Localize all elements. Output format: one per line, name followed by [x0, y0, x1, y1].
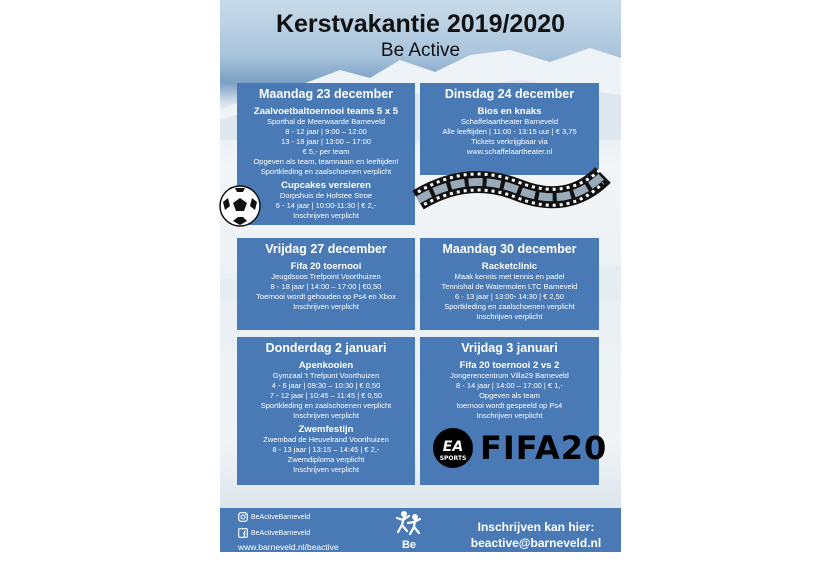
event-line: Opgeven als team, teamnaam en leeftijden!	[253, 157, 399, 166]
event-line: Zwembad de Heuvelrand Voorthuizen	[263, 435, 389, 444]
svg-text:SPORTS: SPORTS	[439, 455, 467, 462]
fifa20-wordmark: FIFA20	[480, 429, 608, 467]
event-line: Inschrijven verplicht	[476, 411, 543, 420]
event-line: 8 - 14 jaar | 14:00 – 17:00 | € 1,-	[456, 381, 563, 390]
event-line: 4 - 6 jaar | 09:30 – 10:30 | € 0,50	[271, 381, 381, 390]
event-title: Apenkooien	[298, 360, 354, 371]
event-line: 8 - 12 jaar | 9:00 – 12:00	[285, 127, 367, 136]
event-title: Zwemfestijn	[298, 424, 354, 435]
be-active-logo-text: Be Active	[392, 539, 426, 563]
event-line: Inschrijven verplicht	[293, 411, 359, 420]
event-line: Dorpshuis de Hofstee Stroe	[279, 191, 373, 200]
event-line: www.schaffelaartheater.nl	[466, 147, 553, 156]
day-heading: Vrijdag 3 januari	[461, 341, 558, 355]
day-heading: Maandag 23 december	[258, 87, 394, 101]
event-line: Toernooi wordt gehouden op Ps4 en Xbox	[256, 292, 396, 301]
instagram-link[interactable]	[238, 512, 310, 522]
event-line: Jongerencentrum Villa29 Barneveld	[450, 371, 569, 380]
poster-subtitle: Be Active	[380, 40, 461, 61]
event-line: 8 - 13 jaar | 13:15 – 14:45 | € 2,-	[272, 445, 380, 454]
event-line: Sportkleding en zaalschoenen verplicht	[444, 302, 575, 311]
event-line: 8 - 18 jaar | 14:00 – 17:00 | €0,50	[270, 282, 382, 291]
be-active-logo	[386, 510, 432, 563]
poster-title: Kerstvakantie 2019/2020	[275, 10, 566, 38]
event-line: Inschrijven verplicht	[476, 312, 543, 321]
day-card-thu-2-jan	[237, 337, 415, 485]
event-line: Opgeven als team	[479, 391, 540, 400]
facebook-icon	[238, 528, 248, 538]
event-line: Inschrijven verplicht	[293, 302, 359, 311]
event-title: Racketclinic	[481, 261, 538, 272]
fifa20-logo	[432, 427, 607, 469]
event-line: Inschrijven verplicht	[293, 211, 359, 220]
event-line: 7 - 12 jaar | 10:45 – 11:45 | € 0,50	[269, 391, 383, 400]
ea-sports-logo-icon	[432, 427, 474, 469]
facebook-link[interactable]	[238, 528, 310, 538]
event-line: Jeugdsoos Trefpoint Voorthuizen	[271, 272, 381, 281]
website-link[interactable]: www.barneveld.nl/beactive	[238, 542, 339, 552]
event-line: Gymzaal 't Trefpunt Voorthuizen	[272, 371, 380, 380]
film-strip-icon	[408, 160, 608, 240]
day-heading: Donderdag 2 januari	[265, 341, 387, 355]
event-title: Fifa 20 toernooi 2 vs 2	[459, 360, 560, 371]
poster	[220, 0, 621, 563]
soccer-ball-icon	[218, 184, 262, 228]
event-line: Sporthal de Meerwaarde Barneveld	[267, 117, 385, 126]
footer	[220, 508, 621, 563]
svg-text:EA: EA	[442, 439, 464, 455]
day-card-mon-30-dec	[420, 238, 599, 330]
event-line: Sportkleding en zaalschoenen verplicht	[260, 401, 392, 410]
event-line: Maak kennis met tennis en padel	[454, 272, 565, 281]
day-card-mon-23-dec	[237, 83, 415, 225]
event-line: Schaffelaartheater Barneveld	[460, 117, 558, 126]
be-active-figures-icon	[394, 510, 424, 536]
signup-label: Inschrijven kan hier:	[477, 520, 595, 534]
event-line: Sportkleding en zaalschoenen verplicht	[260, 167, 392, 176]
day-heading: Vrijdag 27 december	[265, 242, 387, 256]
event-line: Alle leeftijden | 11:00 - 13:15 uur | € 3,75	[442, 127, 577, 136]
event-line: Tennishal de Watermolen LTC Barneveld	[441, 282, 578, 291]
event-title: Cupcakes versieren	[281, 180, 371, 191]
event-line: 6 - 14 jaar | 10:00-11:30 | € 2,-	[275, 201, 377, 210]
event-line: Inschrijven verplicht	[293, 465, 359, 474]
day-heading: Maandag 30 december	[442, 242, 577, 256]
event-line: Tickets verkrijgbaar via	[471, 137, 548, 146]
event-line: 13 - 18 jaar | 13:00 – 17:00	[281, 137, 371, 146]
facebook-handle: BeActiveBarneveld	[251, 529, 311, 537]
event-line: toernooi wordt gespeeld op Ps4	[456, 401, 563, 410]
day-card-fri-27-dec	[237, 238, 415, 330]
instagram-icon	[238, 512, 248, 522]
instagram-handle: BeActiveBarneveld	[251, 513, 311, 521]
day-heading: Dinsdag 24 december	[444, 87, 575, 101]
event-line: 6 - 13 jaar | 13:00- 14:30 | € 2,50	[455, 292, 564, 301]
signup-email[interactable]: beactive@barneveld.nl	[470, 536, 602, 550]
event-line: Zwemdiploma verplicht	[287, 455, 365, 464]
event-title: Zaalvoetbaltoernooi teams 5 x 5	[253, 106, 399, 117]
event-title: Fifa 20 toernooi	[290, 261, 362, 272]
event-title: Bios en knaks	[477, 106, 542, 117]
event-line: € 5,- per team	[302, 147, 350, 156]
